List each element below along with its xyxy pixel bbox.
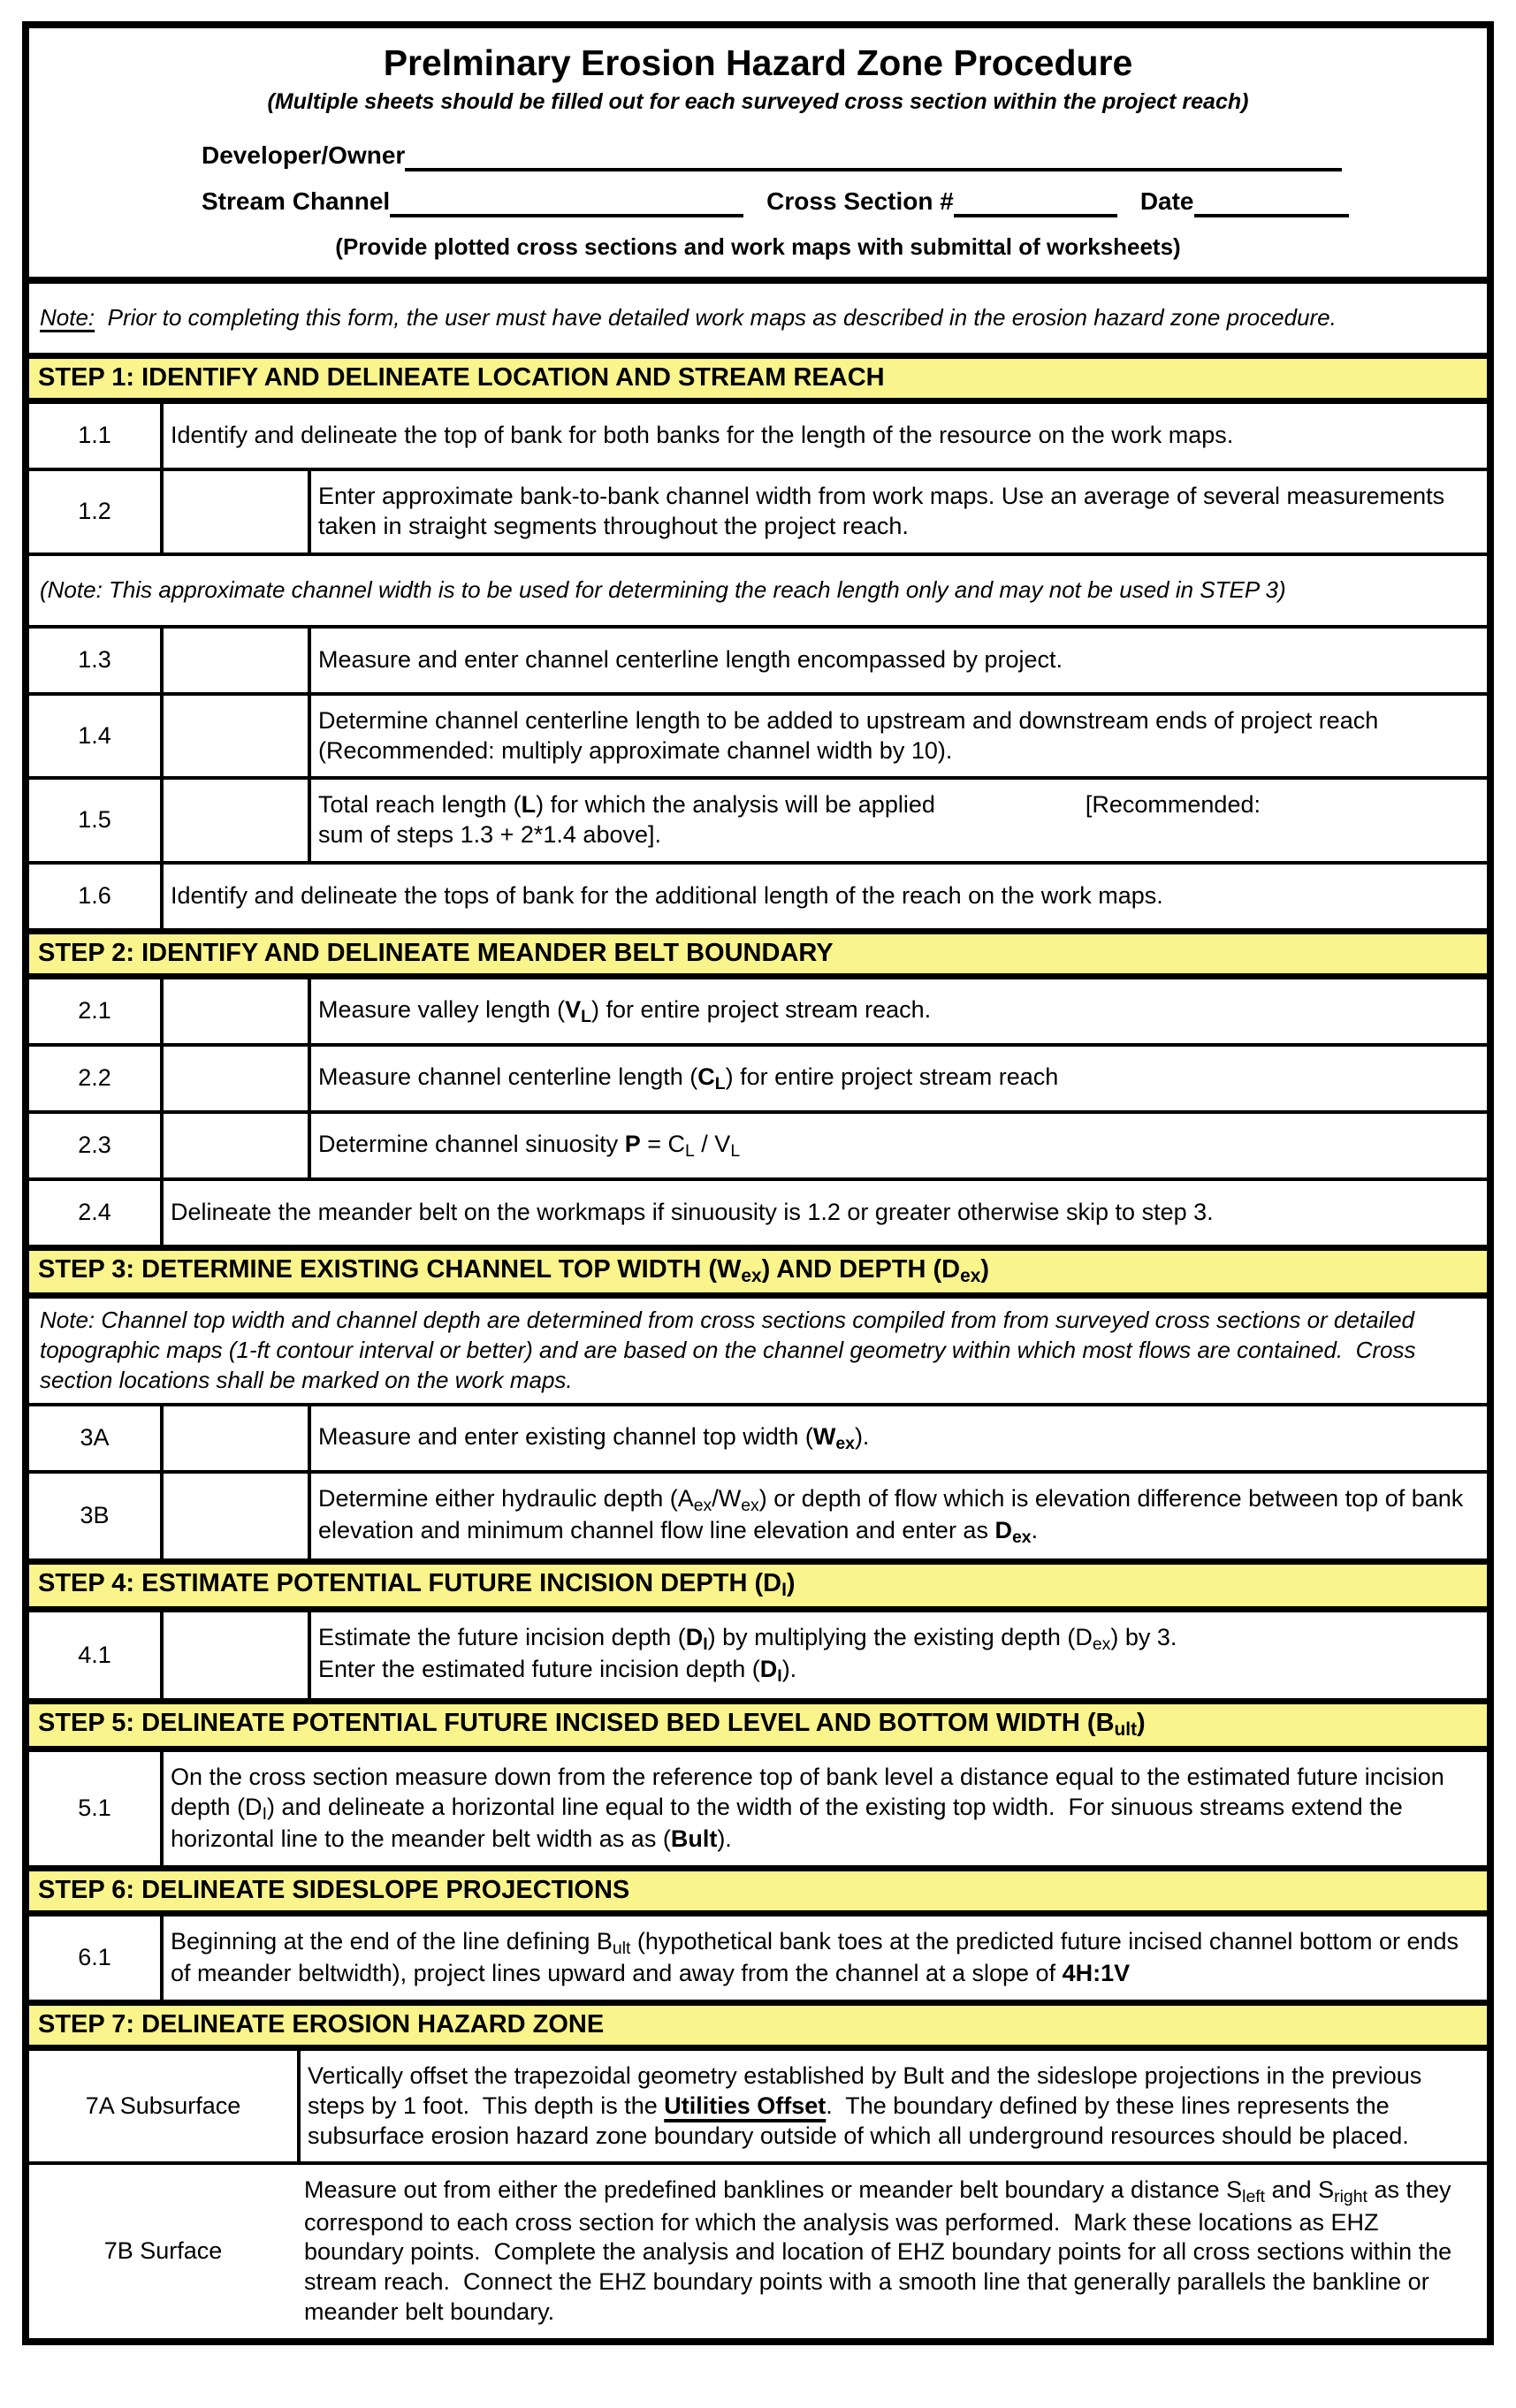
text-segment: L (581, 1006, 592, 1026)
text-segment: D (994, 1516, 1012, 1543)
text-segment: . (1031, 1516, 1039, 1543)
text-segment: ) for entire project stream reach. (591, 996, 932, 1024)
item-number: 1.3 (29, 629, 164, 692)
item-row-7B-Surface (29, 2161, 1487, 2337)
item-number: 1.1 (29, 404, 164, 468)
item-row-1.6 (29, 861, 1487, 928)
page-title: Prelminary Erosion Hazard Zone Procedure (383, 42, 1133, 83)
item-text (164, 871, 1487, 922)
item-number: 4.1 (29, 1612, 164, 1697)
item-text (311, 1119, 1487, 1172)
item-text (164, 1916, 1487, 2000)
text-segment: V (565, 996, 582, 1024)
text-segment: L (684, 1140, 695, 1161)
item-text (311, 1612, 1487, 1697)
item-number: 6.1 (29, 1916, 164, 2000)
text-segment: Enter the estimated future incision depth ( (318, 1656, 760, 1683)
text-segment: ult (1114, 1718, 1138, 1740)
text-segment: = C (640, 1131, 685, 1158)
worksheet (22, 21, 1494, 2345)
item-number: 1.6 (29, 865, 164, 928)
cross-section-label: Cross Section # (766, 187, 954, 215)
item-number: 3B (29, 1474, 164, 1558)
text-segment: Measure and enter existing channel top width ( (318, 1422, 813, 1450)
text-segment: ) (980, 1255, 990, 1284)
item-number: 5.1 (29, 1752, 164, 1865)
text-segment: STEP 6: DELINEATE SIDESLOPE PROJECTIONS (38, 1875, 630, 1904)
input-cell-3B[interactable] (164, 1474, 311, 1558)
step-header-3 (29, 1245, 1487, 1299)
text-segment: Identify and delineate the tops of bank for the additional length of the reach on the work maps. (171, 881, 1163, 909)
item-row-7A-Subsurface (29, 2051, 1487, 2161)
text-segment: STEP 7: DELINEATE EROSION HAZARD ZONE (38, 2009, 605, 2038)
text-segment: On the cross section measure down from the reference top of bank level a distance equal to the estimated future incision depth (D (171, 1763, 1444, 1820)
text-segment: ex (1011, 1527, 1032, 1547)
item-number: 3A (29, 1406, 164, 1470)
item-text (311, 1474, 1487, 1558)
text-segment: ex (693, 1495, 712, 1515)
step-header-6 (29, 1865, 1487, 1916)
text-segment: C (697, 1063, 715, 1091)
item-row-6.1 (29, 1916, 1487, 2000)
developer-owner-line (202, 141, 1487, 170)
note-text (40, 575, 1286, 606)
text-segment: D (685, 1624, 704, 1651)
note-text (40, 303, 1337, 333)
text-segment: sum of steps 1.3 + 2*1.4 above]. (318, 821, 661, 849)
item-row-2.1 (29, 979, 1487, 1043)
text-segment: I (262, 1803, 267, 1824)
text-segment: STEP 4: ESTIMATE POTENTIAL FUTURE INCISION DEPTH (D (38, 1569, 782, 1598)
text-segment: ). (854, 1422, 870, 1450)
note-row-15 (29, 1299, 1487, 1402)
item-number: 2.4 (29, 1181, 164, 1245)
text-segment: ex (835, 1433, 855, 1453)
input-cell-2.2[interactable] (164, 1047, 311, 1110)
text-segment: D (759, 1656, 778, 1683)
item-text (297, 2165, 1487, 2337)
text-segment: Prior to completing this form, the user must have detailed work maps as described in the erosion hazard zone procedure. (95, 304, 1337, 331)
text-segment: ex (960, 1266, 981, 1287)
text-segment: (Note: This approximate channel width is to be used for determining the reach length only and may not be used in STEP 3) (40, 575, 1286, 603)
text-segment: I (703, 1635, 708, 1655)
text-segment: left (1242, 2187, 1266, 2207)
text-segment: ult (612, 1938, 631, 1958)
item-row-3B (29, 1470, 1487, 1558)
step-header-4 (29, 1558, 1487, 1612)
developer-owner-label: Developer/Owner (202, 141, 406, 169)
item-row-3A (29, 1403, 1487, 1470)
item-text (301, 2051, 1487, 2161)
text-segment: /W (712, 1484, 742, 1512)
note-row-4 (29, 552, 1487, 625)
stream-channel-label: Stream Channel (202, 187, 391, 215)
text-segment: ex (741, 1495, 759, 1515)
cross-section-blank[interactable] (954, 191, 1117, 217)
item-number: 7A Subsurface (29, 2051, 301, 2161)
item-text (311, 985, 1487, 1038)
item-row-1.4 (29, 692, 1487, 777)
item-number: 2.3 (29, 1114, 164, 1177)
input-cell-4.1[interactable] (164, 1612, 311, 1697)
stream-channel-line (202, 187, 1487, 216)
page-subtitle: (Multiple sheets should be filled out for each surveyed cross section within the project reach) (267, 89, 1249, 114)
item-row-1.2 (29, 468, 1487, 552)
header-box (29, 42, 1487, 284)
text-segment: Determine either hydraulic depth (A (318, 1484, 694, 1512)
item-text (164, 1752, 1487, 1865)
step-header-5 (29, 1698, 1487, 1752)
text-segment: ) and delineate a horizontal line equal to the width of the existing top width. For sinuous streams extend the horizontal line to the meander belt width as as ( (171, 1793, 1403, 1852)
text-segment: P (624, 1131, 641, 1158)
text-segment: ) by 3. (1110, 1624, 1177, 1651)
item-row-1.1 (29, 404, 1487, 468)
stream-channel-blank[interactable] (390, 191, 743, 217)
text-segment: L (730, 1140, 741, 1161)
text-segment: ) (786, 1569, 796, 1598)
text-segment: / V (694, 1131, 731, 1158)
item-row-2.3 (29, 1110, 1487, 1177)
date-label: Date (1139, 187, 1194, 215)
item-number: 1.4 (29, 696, 164, 777)
form-rows (29, 284, 1487, 2338)
input-cell-1.5[interactable] (164, 780, 311, 861)
text-segment: ). (781, 1656, 797, 1683)
text-segment: Beginning at the end of the line defining B (171, 1927, 613, 1955)
item-number: 1.2 (29, 471, 164, 552)
text-segment: (hypothetical bank toes at the predicted future incised channel bottom or ends of meander beltwidth), project lines upward and away from the channel at a slope of (171, 1927, 1459, 1987)
text-segment: Vertically offset the trapezoidal geometry established by Bult and the sideslope projections in the previous steps by 1 foot. This depth is the (308, 2062, 1422, 2119)
item-text (311, 1052, 1487, 1105)
text-segment: W (812, 1422, 836, 1450)
text-segment: Identify and delineate the top of bank for both banks for the length of the resource on the work maps. (171, 422, 1234, 449)
item-text (311, 635, 1487, 686)
note-row-0 (29, 284, 1487, 353)
text-segment: Determine channel centerline length to be added to upstream and downstream ends of project reach (Recommended: multiply approximate channel width by 10). (318, 706, 1379, 764)
item-row-1.3 (29, 625, 1487, 692)
text-segment: ) (1137, 1708, 1146, 1737)
text-segment: Measure and enter channel centerline length encompassed by project. (318, 645, 1063, 673)
item-row-2.4 (29, 1177, 1487, 1245)
text-segment: Measure out from either the predefined banklines or meander belt boundary a distance S (304, 2176, 1243, 2204)
text-segment: [Recommended: (1085, 791, 1261, 819)
item-row-1.5 (29, 776, 1487, 861)
step-header-7 (29, 2000, 1487, 2051)
item-text (311, 696, 1487, 777)
provide-note: (Provide plotted cross sections and work maps with submittal of worksheets) (335, 233, 1181, 260)
text-segment: L (714, 1073, 726, 1094)
input-cell-2.3[interactable] (164, 1114, 311, 1177)
input-cell-1.2[interactable] (164, 471, 311, 552)
item-row-4.1 (29, 1612, 1487, 1697)
text-segment: Utilities Offset (664, 2092, 827, 2119)
text-segment: STEP 3: DETERMINE EXISTING CHANNEL TOP WIDTH (W (38, 1255, 742, 1284)
text-segment: I (781, 1580, 787, 1601)
text-segment: Measure channel centerline length ( (318, 1063, 698, 1091)
item-number: 2.2 (29, 1047, 164, 1110)
item-text (311, 471, 1487, 552)
text-segment: as they correspond to each cross section for which the analysis was performed. Mark these locations as EHZ boundary points. Complete the analysis and location of EHZ boundary points for all cross sections within the stream reach. Connect the EHZ boundary points with a smooth line that generally parallels the bankline or meander belt boundary. (304, 2176, 1452, 2325)
text-segment: ). (717, 1825, 732, 1852)
input-cell-1.3[interactable] (164, 629, 311, 692)
item-number: 2.1 (29, 979, 164, 1043)
text-segment: right (1334, 2187, 1367, 2207)
step-header-1 (29, 353, 1487, 404)
text-segment: ex (1092, 1635, 1111, 1655)
item-text (311, 1412, 1487, 1465)
header-fields (202, 141, 1487, 216)
text-segment: ex (741, 1266, 762, 1287)
item-number: 1.5 (29, 780, 164, 861)
text-segment: Bult (670, 1825, 718, 1852)
text-segment: . The boundary defined by these lines represents the subsurface erosion hazard zone boundary outside of which all underground resources should be placed. (308, 2092, 1409, 2149)
text-segment: STEP 2: IDENTIFY AND DELINEATE MEANDER BELT BOUNDARY (38, 938, 834, 967)
text-segment: 4H:1V (1062, 1960, 1131, 1987)
text-segment: Total reach length ( (318, 791, 522, 819)
text-segment: ) for which the analysis will be applied (536, 791, 935, 819)
text-segment: Note: Channel top width and channel depth are determined from cross sections compiled from from surveyed cross sections or detailed topographic maps (1-ft contour interval or better) and are based on the channel geometry within which most flows are contained. Cross section locations shall be marked on the work maps. (40, 1307, 1416, 1393)
text-segment: Measure valley length ( (318, 996, 566, 1024)
item-text (164, 410, 1487, 461)
text-segment: Delineate the meander belt on the workmaps if sinuousity is 1.2 or greater otherwise skip to step 3. (171, 1199, 1214, 1226)
text-segment: ) or depth of flow which is elevation difference between top of bank elevation and minimum channel flow line elevation and enter as (318, 1484, 1464, 1543)
note-text (40, 1306, 1476, 1395)
item-number: 7B Surface (103, 2237, 223, 2265)
text-segment: L (521, 791, 537, 819)
item-text (311, 780, 1487, 861)
text-segment: STEP 5: DELINEATE POTENTIAL FUTURE INCISED BED LEVEL AND BOTTOM WIDTH (B (38, 1708, 1115, 1737)
text-segment: and S (1265, 2176, 1335, 2204)
item-row-2.2 (29, 1043, 1487, 1110)
step-header-2 (29, 928, 1487, 979)
item-row-5.1 (29, 1752, 1487, 1865)
text-segment: ) for entire project stream reach (725, 1063, 1059, 1091)
text-segment: I (777, 1666, 782, 1687)
text-segment: Enter approximate bank-to-bank channel width from work maps. Use an average of several measurements taken in straight segments throughout the project reach. (318, 483, 1445, 540)
text-segment: STEP 1: IDENTIFY AND DELINEATE LOCATION AND STREAM REACH (38, 363, 885, 392)
text-segment: ) AND DEPTH (D (761, 1255, 961, 1284)
input-cell-3A[interactable] (164, 1406, 311, 1470)
developer-owner-blank[interactable] (405, 145, 1342, 171)
date-blank[interactable] (1194, 191, 1349, 217)
item-text (164, 1187, 1487, 1238)
text-segment: ) by multiplying the existing depth (D (707, 1624, 1093, 1651)
input-cell-2.1[interactable] (164, 979, 311, 1043)
text-segment: Determine channel sinuosity (318, 1131, 625, 1158)
text-segment: Note: (40, 304, 95, 331)
text-segment: Estimate the future incision depth ( (318, 1624, 686, 1651)
input-cell-1.4[interactable] (164, 696, 311, 777)
